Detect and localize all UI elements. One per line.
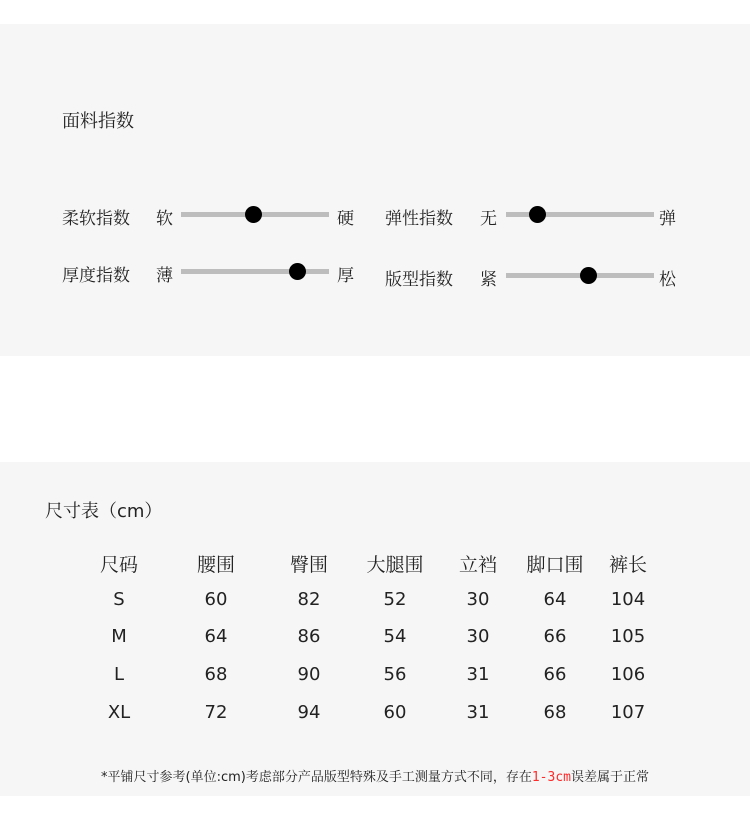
size-table-cell: 105 xyxy=(610,626,646,647)
size-table-cell: 31 xyxy=(466,702,490,723)
size-table-cell: 107 xyxy=(610,702,646,723)
size-table-size-cell: L xyxy=(113,664,125,685)
size-table-header: 尺码 xyxy=(99,554,138,576)
size-table-cell: 94 xyxy=(297,702,321,723)
thickness-left-label: 薄 xyxy=(156,266,173,286)
measurement-note xyxy=(0,766,750,785)
size-table-header: 臀围 xyxy=(289,554,328,576)
size-table-header: 大腿围 xyxy=(366,554,424,576)
size-table-cell: 106 xyxy=(610,664,646,685)
size-table-size-cell: S xyxy=(113,589,125,610)
size-table-cell: 54 xyxy=(383,626,407,647)
fit-slider-knob xyxy=(580,267,597,284)
fabric-index-panel xyxy=(0,24,750,356)
size-table-cell: 60 xyxy=(204,589,228,610)
softness-right-label: 硬 xyxy=(337,209,354,229)
size-table-header: 腰围 xyxy=(196,554,235,576)
softness-slider-knob xyxy=(245,206,262,223)
fabric-index-title: 面料指数 xyxy=(62,111,134,132)
elasticity-left-label: 无 xyxy=(480,209,497,229)
size-table-cell: 68 xyxy=(204,664,228,685)
size-table-cell: 66 xyxy=(543,664,567,685)
size-table-cell: 82 xyxy=(297,589,321,610)
size-table-header: 脚口围 xyxy=(526,554,584,576)
thickness-label: 厚度指数 xyxy=(62,266,130,286)
size-table-cell: 30 xyxy=(466,589,490,610)
elasticity-label: 弹性指数 xyxy=(385,209,453,229)
size-table-cell: 66 xyxy=(543,626,567,647)
size-table-cell: 68 xyxy=(543,702,567,723)
size-table-cell: 60 xyxy=(383,702,407,723)
size-table-cell: 64 xyxy=(543,589,567,610)
size-table-cell: 64 xyxy=(204,626,228,647)
size-table-cell: 31 xyxy=(466,664,490,685)
size-table-cell: 86 xyxy=(297,626,321,647)
size-table-header: 立裆 xyxy=(458,554,497,576)
size-table-cell: 104 xyxy=(610,589,646,610)
size-table-cell: 52 xyxy=(383,589,407,610)
fit-right-label: 松 xyxy=(659,270,676,290)
thickness-slider-track xyxy=(181,269,329,274)
note-text: *平铺尺寸参考(单位:cm)考虑部分产品版型特殊及手工测量方式不同，存在 xyxy=(101,770,532,785)
size-table-size-cell: XL xyxy=(107,702,131,723)
softness-left-label: 软 xyxy=(156,209,173,229)
size-table-cell: 56 xyxy=(383,664,407,685)
thickness-slider-knob xyxy=(289,263,306,280)
fit-label: 版型指数 xyxy=(385,270,453,290)
size-table-cell: 90 xyxy=(297,664,321,685)
note-text-end: 误差属于正常 xyxy=(570,770,649,785)
size-table-header: 裤长 xyxy=(608,554,647,576)
softness-label: 柔软指数 xyxy=(62,209,130,229)
size-table-cell: 72 xyxy=(204,702,228,723)
note-highlight: 1-3cm xyxy=(531,770,571,785)
thickness-right-label: 厚 xyxy=(337,266,354,286)
size-table-cell: 30 xyxy=(466,626,490,647)
elasticity-right-label: 弹 xyxy=(659,209,676,229)
fit-left-label: 紧 xyxy=(480,270,497,290)
elasticity-slider-knob xyxy=(529,206,546,223)
size-table-title: 尺寸表（cm） xyxy=(45,501,163,522)
size-table-size-cell: M xyxy=(111,626,127,647)
